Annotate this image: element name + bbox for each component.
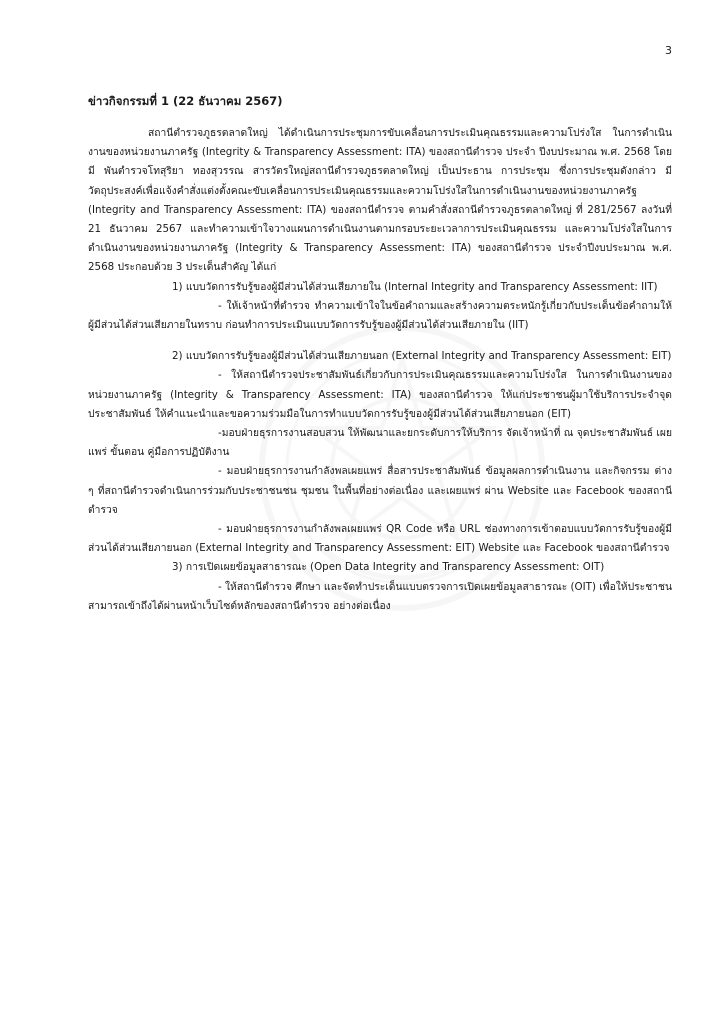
item1-bullet1: - ให้เจ้าหน้าที่ตำรวจ ทำความเข้าใจในข้อคำถามและสร้างความตระหนักรู้เกี่ยวกับประเด็นข้อคำถามให้ผู้มีส่วนได้ส่วนเสียภายในทราบ ก่อนทำการประเมินแบบวัดการรับรู้ของผู้มีส่วนได้ส่วนเสียภายใน (IIT) — [88, 299, 672, 332]
item2-title: 2) แบบวัดการรับรู้ของผู้มีส่วนได้ส่วนเสียภายนอก (External Integrity and Transparency Assessment: EIT) — [172, 350, 672, 363]
document-body — [88, 124, 672, 616]
activity-heading: ข่าวกิจกรรมที่ 1 (22 ธันวาคม 2567) — [88, 94, 283, 108]
item2-bullet2: -มอบฝ่ายธุรการงานสอบสวน ให้พัฒนาและยกระดับการให้บริการ จัดเจ้าหน้าที่ ณ จุดประชาสัมพันธ์ เผยแพร่ ขั้นตอน คู่มือการปฏิบัติงาน — [88, 427, 672, 459]
item3-bullet1: - ให้สถานีตำรวจ ศึกษา และจัดทำประเด็นแบบตรวจการเปิดเผยข้อมูลสาธารณะ (OIT) เพื่อให้ประชาชนสามารถเข้าถึงได้ผ่านหน้าเว็บไซต์หลักของสถานีตำรวจ อย่างต่อเนื่อง — [88, 580, 672, 612]
intro-paragraph: สถานีตำรวจภูธรตลาดใหญ่ ได้ดำเนินการประชุมการขับเคลื่อนการประเมินคุณธรรมและความโปร่งใส ในการดำเนินงานของหน่วยงานภาครัฐ (Integrity & Transparency Assessment: ITA) ของสถานีตำรวจ ประจำ ปีงบประมาณ พ.ศ. 2568 โดยมี พันตำรวจโทสุริยา ทองสุวรรณ สารวัตรใหญ่สถานีตำรวจภูธรตลาดใหญ่ เป็นประธาน การประชุม ซึ่งการประชุมดังกล่าว มีวัตถุประสงค์เพื่อแจ้งคำสั่งแต่งตั้งคณะขับเคลื่อนการประเมินคุณธรรมและความโปร่งใสในการดำเนินงานของหน่วยงานภาครัฐ (Integrity and Transparency Assessment: ITA) ของสถานีตำรวจ ตามคำสั่งสถานีตำรวจภูธรตลาดใหญ่ ที่ 281/2567 ลงวันที่ 21 ธันวาคม 2567 และทำความเข้าใจวางแผนการดำเนินงานตามกรอบระยะเวลาการประเมินคุณธรรม และความโปร่งใสในการดำเนินงานของหน่วยงานภาครัฐ (Integrity & Transparency Assessment: ITA) ของสถานีตำรวจ ประจำปีงบประมาณ พ.ศ. 2568 ประกอบด้วย 3 ประเด็นสำคัญ ได้แก่ — [88, 127, 672, 274]
item2-bullet4: - มอบฝ่ายธุรการงานกำลังพลเผยแพร่ QR Code หรือ URL ช่องทางการเข้าตอบแบบวัดการรับรู้ของผู้มีส่วนได้ส่วนเสียภายนอก (External Integrity and Transparency Assessment: EIT) Website และ Facebook ของสถานีตำรวจ — [88, 523, 672, 555]
item3-title: 3) การเปิดเผยข้อมูลสาธารณะ (Open Data Integrity and Transparency Assessment: OIT) — [172, 561, 605, 574]
item1-title: 1) แบบวัดการรับรู้ของผู้มีส่วนได้ส่วนเสียภายใน (Internal Integrity and Transparency Assessment: IIT) — [172, 280, 658, 293]
item2-bullet1: - ให้สถานีตำรวจประชาสัมพันธ์เกี่ยวกับการประเมินคุณธรรมและความโปร่งใส ในการดำเนินงานของหน่วยงานภาครัฐ (Integrity & Transparency Assessment: ITA) ของสถานีตำรวจ ให้แก่ประชาชนผู้มาใช้บริการประจำจุดประชาสัมพันธ์ ให้คำแนะนำและขอความร่วมมือในการทำแบบวัดการรับรู้ของผู้มีส่วนได้ส่วนเสียภายนอก (EIT) — [88, 369, 672, 420]
item2-bullet3: - มอบฝ่ายธุรการงานกำลังพลเผยแพร่ สื่อสารประชาสัมพันธ์ ข้อมูลผลการดำเนินงาน และกิจกรรม ต่าง ๆ ที่สถานีตำรวจดำเนินการร่วมกับประชาชนชน ชุมชน ในพื้นที่อย่างต่อเนื่อง และเผยแพร่ ผ่าน Website และ Facebook ของสถานีตำรวจ — [88, 465, 672, 516]
page-number: 3 — [665, 44, 672, 57]
